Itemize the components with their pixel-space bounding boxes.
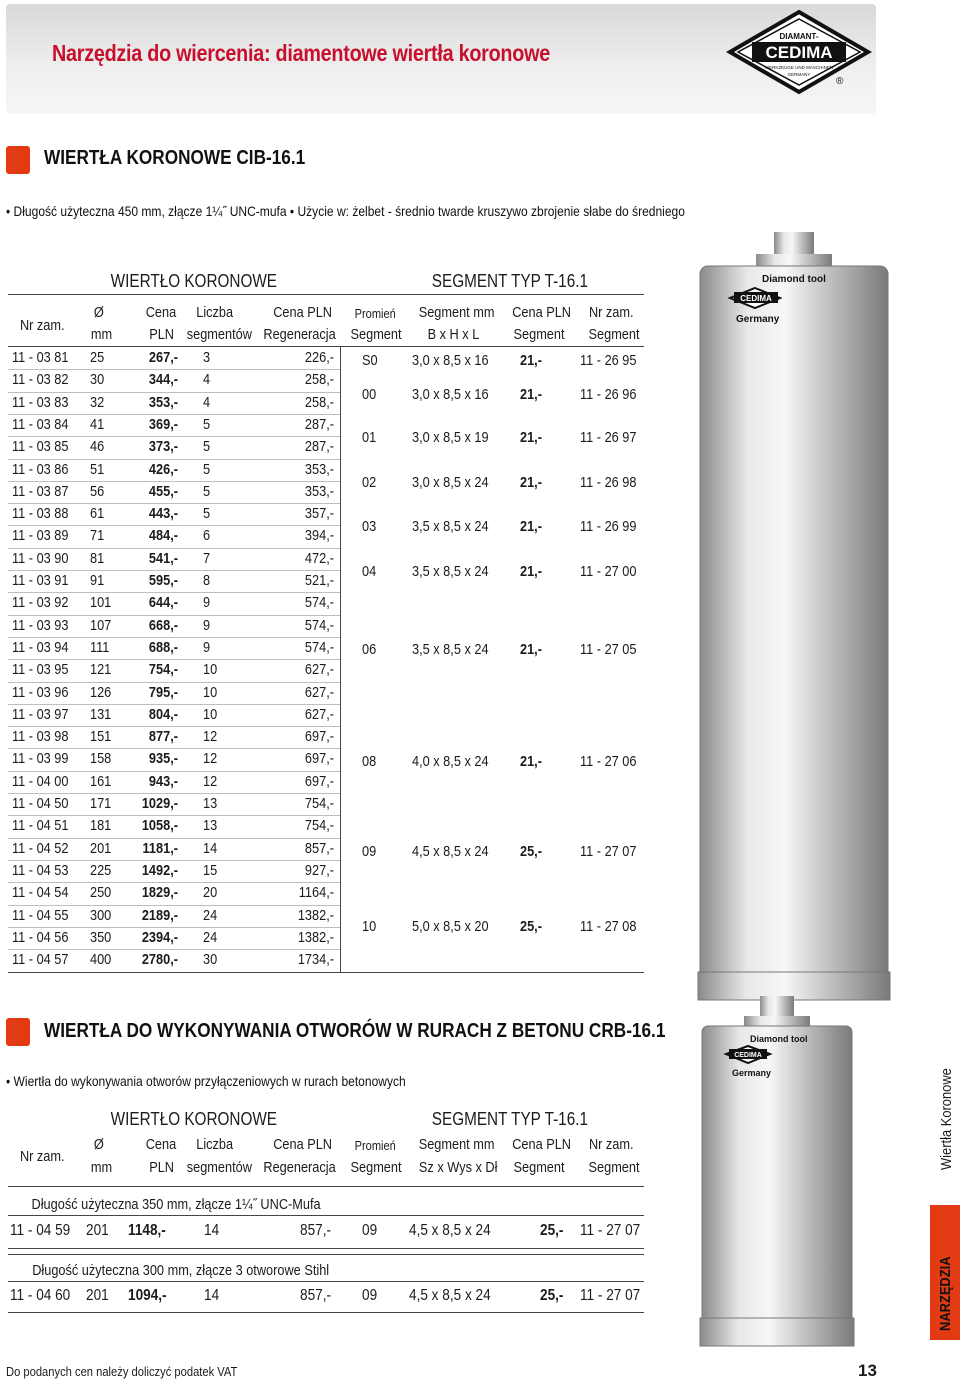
side-tab-label: Wiertła Koronowe [938,1068,955,1170]
svg-text:CEDIMA: CEDIMA [734,1052,762,1059]
segment-count: 9 [203,616,211,634]
col-radius: Promień [354,1138,396,1153]
order-number: 11 - 04 60 [10,1287,71,1304]
order-number: 11 - 03 90 [12,549,69,567]
regen-price: 287,- [304,415,334,433]
segment-size: 4,5 x 8,5 x 24 [409,1222,491,1239]
segment-size: 3,5 x 8,5 x 24 [412,641,489,658]
segment-radius: 09 [362,1287,378,1304]
diameter: 107 [90,616,112,634]
col-segment-nr-unit: Segment [588,326,640,343]
segment-count: 4 [203,393,211,411]
price: 1029,- [141,795,178,812]
price: 484,- [148,527,178,545]
diameter: 161 [90,772,112,790]
col-nr: Nr zam. [19,317,65,334]
segment-size: 3,0 x 8,5 x 19 [412,429,489,446]
pipe-drill-image [696,996,856,1352]
segment-price: 21,- [520,386,542,403]
segment-count: 5 [203,505,211,523]
order-number: 11 - 04 51 [12,817,69,835]
col-count-unit: segmentów [186,1159,252,1176]
diameter: 111 [90,638,110,656]
segment-order-number: 11 - 27 07 [580,1222,641,1239]
regen-price: 857,- [300,1222,331,1239]
order-number: 11 - 03 81 [12,349,69,366]
col-diameter: Ø [93,1136,104,1153]
regen-price: 1164,- [298,884,334,902]
svg-text:Germany: Germany [736,314,780,325]
svg-text:CEDIMA: CEDIMA [765,43,833,62]
col-radius-unit: Segment [350,1159,402,1176]
diameter: 300 [90,906,112,924]
price: 804,- [148,705,178,723]
col-segment-size-unit: Sz x Wys x Dł [418,1159,498,1176]
diameter: 121 [90,661,112,679]
regen-price: 627,- [304,683,334,701]
segment-price: 25,- [520,918,542,935]
col-regen-unit: Regeneracja [263,326,336,343]
regen-price: 353,- [304,460,334,478]
price: 935,- [148,750,178,768]
col-segment-nr-unit: Segment [588,1159,640,1176]
segment-count: 8 [203,572,211,589]
segment-radius: 09 [362,843,377,860]
price: 1094,- [128,1287,167,1304]
order-number: 11 - 03 99 [12,750,69,768]
segment-count: 9 [203,594,211,612]
segment-count: 30 [203,951,218,969]
diameter: 30 [90,371,105,389]
col-segment-nr: Nr zam. [588,304,634,321]
segment-count: 3 [203,349,211,366]
svg-text:®: ® [836,76,844,87]
price: 455,- [148,482,178,500]
price: 595,- [148,572,178,589]
col-price: Cena [145,304,177,321]
col-nr: Nr zam. [19,1148,65,1165]
price: 1829,- [141,884,178,902]
col-count: Liczba [196,1136,234,1153]
col-segment-price-unit: Segment [513,1159,565,1176]
order-number: 11 - 03 86 [12,460,69,478]
section-marker [6,146,30,174]
col-regen-unit: Regeneracja [263,1159,336,1176]
order-number: 11 - 04 59 [10,1222,71,1239]
price: 1181,- [142,839,178,857]
order-number: 11 - 03 96 [12,683,69,701]
side-tab-tools [930,1205,960,1340]
segment-radius: 09 [362,1222,378,1239]
col-segment-nr: Nr zam. [588,1136,634,1153]
diameter: 225 [90,861,112,879]
segment-count: 5 [203,460,211,478]
segment-price: 25,- [540,1287,564,1304]
diameter: 171 [90,795,112,812]
diameter: 25 [90,349,105,366]
segment-order-number: 11 - 26 97 [580,429,637,446]
segment-size: 3,0 x 8,5 x 16 [412,386,489,403]
segment-count: 13 [203,795,218,812]
section1-bullet: • Długość użyteczna 450 mm, złącze 1¼˝ UNC-mufa • Użycie w: żelbet - średnio twarde kruszywo zbrojenie słabe do średniego [6,203,685,219]
col-price: Cena [145,1136,177,1153]
segment-count: 5 [203,415,211,433]
segment-price: 21,- [520,429,542,446]
segment-count: 10 [203,683,218,701]
order-number: 11 - 03 94 [12,638,69,656]
diameter: 32 [90,393,105,411]
section2-bullet: • Wiertła do wykonywania otworów przyłączeniowych w rurach betonowych [6,1073,406,1089]
diameter: 181 [90,817,112,835]
order-number: 11 - 04 00 [12,772,69,790]
order-number: 11 - 03 85 [12,438,69,456]
regen-price: 697,- [304,772,334,790]
svg-text:DIAMANT-: DIAMANT- [779,32,819,41]
order-number: 11 - 03 82 [12,371,69,389]
order-number: 11 - 03 83 [12,393,69,411]
price: 1492,- [141,861,178,879]
price: 373,- [148,438,178,456]
segment-price: 21,- [520,753,542,770]
price: 877,- [148,728,178,746]
price: 541,- [148,549,178,567]
segment-size: 4,5 x 8,5 x 24 [412,843,489,860]
regen-price: 521,- [304,572,334,589]
order-number: 11 - 03 84 [12,415,69,433]
price: 2189,- [141,906,178,924]
price: 754,- [148,661,178,679]
segment-radius: 10 [362,918,377,935]
regen-price: 258,- [304,393,334,411]
svg-text:WERKZEUGE UND MASCHINEN: WERKZEUGE UND MASCHINEN [764,65,834,70]
diameter: 201 [86,1287,109,1304]
segment-count: 7 [203,549,211,567]
segment-count: 24 [203,906,218,924]
segment-size: 3,0 x 8,5 x 24 [412,474,489,491]
col-radius: Promień [354,306,396,321]
segment-radius: 01 [362,429,377,446]
col-segment-price: Cena PLN [512,304,572,321]
segment-size: 3,5 x 8,5 x 24 [412,518,489,535]
group-head-right: SEGMENT TYP T-16.1 [431,271,588,291]
group-head-left: WIERTŁO KORONOWE [110,1109,278,1129]
diameter: 201 [90,839,112,857]
segment-order-number: 11 - 26 95 [580,352,637,369]
segment-price: 25,- [520,843,542,860]
order-number: 11 - 03 91 [12,572,69,589]
regen-price: 287,- [304,438,334,456]
svg-text:GERMANY: GERMANY [787,72,811,77]
segment-count: 14 [204,1287,220,1304]
regen-price: 1382,- [297,906,334,924]
segment-order-number: 11 - 26 98 [580,474,637,491]
regen-price: 394,- [304,527,334,545]
diameter: 126 [90,683,112,701]
col-segment-size: Segment mm [418,1136,495,1153]
regen-price: 754,- [304,817,334,835]
diameter: 250 [90,884,112,902]
segment-count: 14 [203,839,218,857]
section-marker [6,1018,30,1046]
regen-price: 226,- [304,349,334,366]
order-number: 11 - 03 93 [12,616,69,634]
order-number: 11 - 04 54 [12,884,69,902]
price: 426,- [148,460,178,478]
col-diameter-unit: mm [90,326,113,343]
diameter: 151 [90,728,112,746]
order-number: 11 - 03 89 [12,527,69,545]
order-number: 11 - 03 88 [12,505,69,523]
segment-size: 4,0 x 8,5 x 24 [412,753,489,770]
regen-price: 357,- [304,505,334,523]
order-number: 11 - 04 57 [12,951,69,969]
col-segment-price: Cena PLN [512,1136,572,1153]
diameter: 71 [90,527,105,545]
col-diameter: Ø [93,304,104,321]
col-segment-size-unit: B x H x L [427,326,480,343]
segment-count: 6 [203,527,211,545]
segment-count: 20 [203,884,218,902]
price: 688,- [148,638,178,656]
regen-price: 1382,- [297,928,334,946]
core-drill-image [696,232,892,1002]
cedima-logo [724,6,874,98]
segment-count: 12 [203,728,218,746]
col-regen: Cena PLN [273,304,333,321]
segment-order-number: 11 - 27 06 [580,753,637,770]
segment-size: 3,5 x 8,5 x 24 [412,563,489,580]
regen-price: 857,- [304,839,334,857]
segment-count: 4 [203,371,211,389]
col-price-unit: PLN [149,326,174,343]
group-head-left: WIERTŁO KORONOWE [110,271,278,291]
segment-order-number: 11 - 26 96 [580,386,637,403]
col-radius-unit: Segment [350,326,402,343]
diameter: 400 [90,951,112,969]
regen-price: 574,- [304,638,334,656]
diameter: 131 [90,705,112,723]
regen-price: 697,- [304,728,334,746]
segment-count: 5 [203,438,211,456]
segment-radius: 02 [362,474,377,491]
svg-text:Diamond tool: Diamond tool [750,1034,808,1044]
segment-count: 10 [203,661,218,679]
diameter: 51 [90,460,105,478]
segment-order-number: 11 - 27 00 [580,563,637,580]
diameter: 101 [90,594,112,612]
price: 1148,- [128,1222,166,1239]
svg-text:CEDIMA: CEDIMA [740,294,772,303]
diameter: 61 [90,505,105,523]
segment-price: 21,- [520,518,542,535]
regen-price: 574,- [304,616,334,634]
segment-order-number: 11 - 26 99 [580,518,637,535]
price: 344,- [148,371,178,389]
regen-price: 574,- [304,594,334,612]
side-tab-drills [900,1068,960,1200]
regen-price: 697,- [304,750,334,768]
segment-radius: 06 [362,641,377,658]
segment-radius: 08 [362,753,377,770]
diameter: 56 [90,482,105,500]
segment-count: 10 [203,705,218,723]
price: 353,- [148,393,178,411]
block1-caption: Długość użyteczna 350 mm, złącze 1¼˝ UNC-Mufa [31,1196,321,1213]
price: 443,- [148,505,178,523]
segment-count: 13 [203,817,218,835]
regen-price: 1734,- [297,951,334,969]
segment-radius: 00 [362,386,377,403]
page-number: 13 [858,1361,877,1380]
order-number: 11 - 04 52 [12,839,69,857]
footer-note: Do podanych cen należy doliczyć podatek VAT [6,1364,238,1379]
price: 668,- [148,616,178,634]
segment-count: 15 [203,861,218,879]
col-price-unit: PLN [149,1159,174,1176]
segment-count: 24 [203,928,218,946]
segment-order-number: 11 - 27 08 [580,918,637,935]
regen-price: 754,- [304,795,334,812]
segment-count: 12 [203,772,218,790]
svg-text:Germany: Germany [732,1068,772,1078]
col-count: Liczba [196,304,234,321]
segment-price: 21,- [520,474,542,491]
side-tab-label: NARZĘDZIA [937,1256,954,1331]
order-number: 11 - 04 56 [12,928,69,946]
block2-caption: Długość użyteczna 300 mm, złącze 3 otworowe Stihl [32,1262,330,1279]
col-segment-price-unit: Segment [513,326,565,343]
regen-price: 472,- [304,549,334,567]
segment-count: 5 [203,482,211,500]
diameter: 46 [90,438,105,456]
section2-title: WIERTŁA DO WYKONYWANIA OTWORÓW W RURACH Z BETONU CRB-16.1 [44,1020,666,1042]
order-number: 11 - 03 98 [12,728,69,746]
price: 369,- [148,415,178,433]
order-number: 11 - 04 50 [12,795,69,812]
segment-price: 21,- [520,563,542,580]
segment-radius: 03 [362,518,377,535]
price: 1058,- [141,817,178,835]
price: 2394,- [141,928,178,946]
order-number: 11 - 03 92 [12,594,69,612]
page-title: Narzędzia do wiercenia: diamentowe wiertła koronowe [52,40,550,66]
segment-price: 21,- [520,352,542,369]
segment-size: 3,0 x 8,5 x 16 [412,352,489,369]
regen-price: 857,- [300,1287,331,1304]
segment-radius: S0 [362,352,378,369]
segment-count: 9 [203,638,211,656]
regen-price: 353,- [304,482,334,500]
diameter: 201 [86,1222,109,1239]
svg-text:Diamond tool: Diamond tool [762,274,826,285]
segment-count: 12 [203,750,218,768]
regen-price: 258,- [304,371,334,389]
price: 267,- [148,349,178,366]
price: 2780,- [141,951,178,969]
segment-order-number: 11 - 27 07 [580,843,637,860]
section1-title: WIERTŁA KORONOWE CIB-16.1 [44,147,306,169]
regen-price: 627,- [304,705,334,723]
diameter: 81 [90,549,105,567]
diameter: 41 [90,415,105,433]
regen-price: 927,- [304,861,334,879]
regen-price: 627,- [304,661,334,679]
col-count-unit: segmentów [186,326,252,343]
col-diameter-unit: mm [90,1159,113,1176]
diameter: 158 [90,750,112,768]
order-number: 11 - 03 95 [12,661,69,679]
segment-price: 21,- [520,641,542,658]
order-number: 11 - 04 53 [12,861,69,879]
group-head-right: SEGMENT TYP T-16.1 [431,1109,588,1129]
order-number: 11 - 04 55 [12,906,69,924]
diameter: 91 [90,572,105,589]
price: 644,- [148,594,178,612]
segment-count: 14 [204,1222,220,1239]
segment-price: 25,- [540,1222,564,1239]
segment-radius: 04 [362,563,377,580]
price: 795,- [148,683,178,701]
order-number: 11 - 03 87 [12,482,69,500]
segment-order-number: 11 - 27 05 [580,641,637,658]
segment-size: 4,5 x 8,5 x 24 [409,1287,491,1304]
order-number: 11 - 03 97 [12,705,69,723]
segment-size: 5,0 x 8,5 x 20 [412,918,489,935]
segment-order-number: 11 - 27 07 [580,1287,641,1304]
price: 943,- [148,772,178,790]
diameter: 350 [90,928,112,946]
col-regen: Cena PLN [273,1136,333,1153]
col-segment-size: Segment mm [418,304,495,321]
